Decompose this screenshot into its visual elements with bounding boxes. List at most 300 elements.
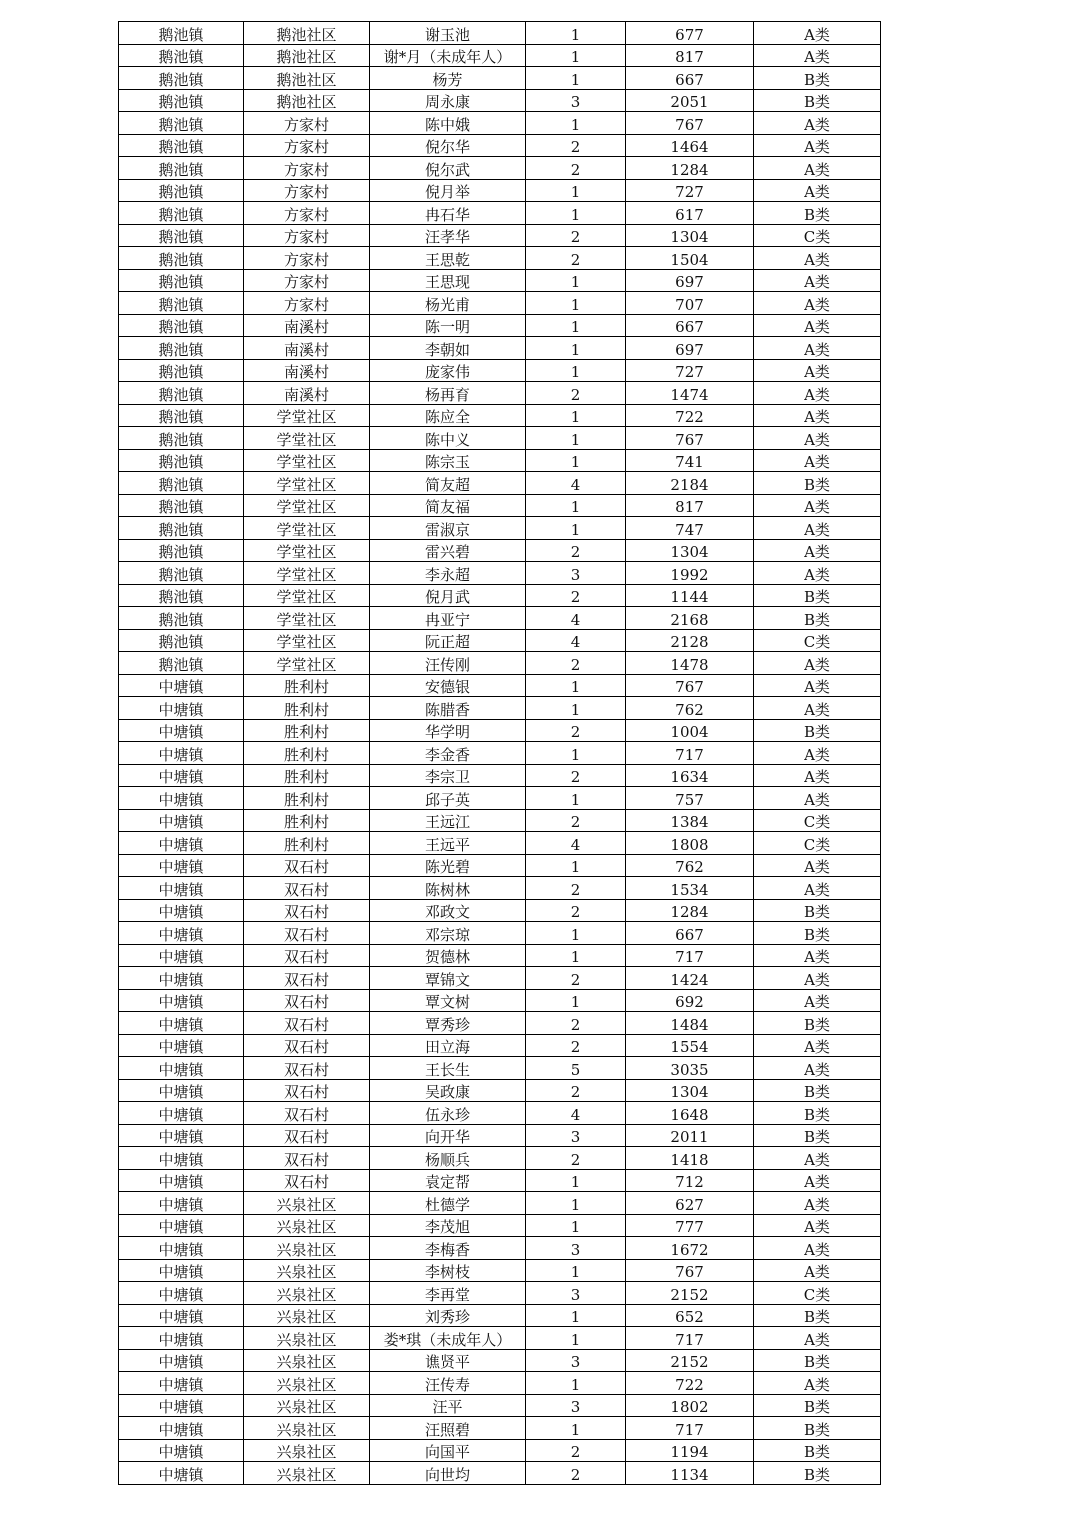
table-row (119, 292, 881, 315)
category-cell: A类 (754, 539, 881, 562)
count-cell: 2 (526, 134, 626, 157)
count-cell: 4 (526, 629, 626, 652)
amount-cell: 1484 (626, 1012, 754, 1035)
name-cell: 李朝如 (370, 337, 526, 360)
village-cell: 胜利村 (244, 674, 370, 697)
town-cell: 鹅池镇 (119, 607, 244, 630)
count-cell: 1 (526, 1192, 626, 1215)
amount-cell: 722 (626, 1372, 754, 1395)
table-row (119, 1079, 881, 1102)
category-cell: B类 (754, 1349, 881, 1372)
table-row (119, 1462, 881, 1485)
amount-cell: 717 (626, 1327, 754, 1350)
amount-cell: 1134 (626, 1462, 754, 1485)
table-row (119, 1192, 881, 1215)
table-row (119, 89, 881, 112)
town-cell: 中塘镇 (119, 1417, 244, 1440)
village-cell: 双石村 (244, 1169, 370, 1192)
amount-cell: 712 (626, 1169, 754, 1192)
town-cell: 中塘镇 (119, 1349, 244, 1372)
town-cell: 鹅池镇 (119, 112, 244, 135)
count-cell: 2 (526, 1034, 626, 1057)
table-row (119, 1124, 881, 1147)
category-cell: A类 (754, 292, 881, 315)
table-row (119, 584, 881, 607)
town-cell: 鹅池镇 (119, 292, 244, 315)
table-row (119, 1349, 881, 1372)
count-cell: 1 (526, 314, 626, 337)
name-cell: 李金香 (370, 742, 526, 765)
amount-cell: 667 (626, 67, 754, 90)
name-cell: 覃秀珍 (370, 1012, 526, 1035)
village-cell: 方家村 (244, 179, 370, 202)
town-cell: 鹅池镇 (119, 337, 244, 360)
amount-cell: 1554 (626, 1034, 754, 1057)
count-cell: 1 (526, 787, 626, 810)
table-row (119, 1327, 881, 1350)
town-cell: 中塘镇 (119, 922, 244, 945)
town-cell: 中塘镇 (119, 832, 244, 855)
count-cell: 2 (526, 809, 626, 832)
town-cell: 中塘镇 (119, 1282, 244, 1305)
count-cell: 2 (526, 1079, 626, 1102)
category-cell: B类 (754, 1012, 881, 1035)
amount-cell: 1648 (626, 1102, 754, 1125)
name-cell: 李再堂 (370, 1282, 526, 1305)
name-cell: 李梅香 (370, 1237, 526, 1260)
count-cell: 1 (526, 292, 626, 315)
name-cell: 汪平 (370, 1394, 526, 1417)
count-cell: 2 (526, 1012, 626, 1035)
amount-cell: 707 (626, 292, 754, 315)
town-cell: 中塘镇 (119, 1124, 244, 1147)
village-cell: 方家村 (244, 202, 370, 225)
category-cell: A类 (754, 449, 881, 472)
amount-cell: 692 (626, 989, 754, 1012)
amount-cell: 2152 (626, 1349, 754, 1372)
name-cell: 汪传寿 (370, 1372, 526, 1395)
name-cell: 谢玉池 (370, 22, 526, 45)
count-cell: 3 (526, 562, 626, 585)
table-row (119, 742, 881, 765)
table-row (119, 719, 881, 742)
town-cell: 中塘镇 (119, 1012, 244, 1035)
category-cell: A类 (754, 427, 881, 450)
count-cell: 1 (526, 944, 626, 967)
town-cell: 中塘镇 (119, 1439, 244, 1462)
amount-cell: 617 (626, 202, 754, 225)
category-cell: A类 (754, 179, 881, 202)
table-row (119, 787, 881, 810)
count-cell: 1 (526, 404, 626, 427)
category-cell: A类 (754, 1237, 881, 1260)
count-cell: 1 (526, 517, 626, 540)
category-cell: A类 (754, 359, 881, 382)
table-row (119, 629, 881, 652)
name-cell: 王长生 (370, 1057, 526, 1080)
village-cell: 方家村 (244, 224, 370, 247)
table-row (119, 539, 881, 562)
amount-cell: 2152 (626, 1282, 754, 1305)
name-cell: 雷兴碧 (370, 539, 526, 562)
category-cell: A类 (754, 404, 881, 427)
town-cell: 中塘镇 (119, 1372, 244, 1395)
amount-cell: 652 (626, 1304, 754, 1327)
town-cell: 鹅池镇 (119, 562, 244, 585)
table-row (119, 67, 881, 90)
count-cell: 4 (526, 472, 626, 495)
category-cell: B类 (754, 202, 881, 225)
table-row (119, 1034, 881, 1057)
amount-cell: 1534 (626, 877, 754, 900)
category-cell: B类 (754, 1304, 881, 1327)
village-cell: 胜利村 (244, 809, 370, 832)
category-cell: B类 (754, 719, 881, 742)
count-cell: 1 (526, 1169, 626, 1192)
town-cell: 中塘镇 (119, 697, 244, 720)
town-cell: 鹅池镇 (119, 67, 244, 90)
town-cell: 中塘镇 (119, 989, 244, 1012)
village-cell: 双石村 (244, 922, 370, 945)
table-row (119, 922, 881, 945)
name-cell: 李茂旭 (370, 1214, 526, 1237)
category-cell: A类 (754, 742, 881, 765)
amount-cell: 2184 (626, 472, 754, 495)
village-cell: 南溪村 (244, 382, 370, 405)
category-cell: C类 (754, 809, 881, 832)
amount-cell: 767 (626, 674, 754, 697)
village-cell: 学堂社区 (244, 404, 370, 427)
town-cell: 鹅池镇 (119, 89, 244, 112)
name-cell: 杜德学 (370, 1192, 526, 1215)
table-row (119, 809, 881, 832)
category-cell: A类 (754, 674, 881, 697)
amount-cell: 1474 (626, 382, 754, 405)
table-row (119, 337, 881, 360)
name-cell: 陈中娥 (370, 112, 526, 135)
village-cell: 方家村 (244, 157, 370, 180)
count-cell: 3 (526, 89, 626, 112)
amount-cell: 1418 (626, 1147, 754, 1170)
category-cell: A类 (754, 764, 881, 787)
amount-cell: 1802 (626, 1394, 754, 1417)
village-cell: 双石村 (244, 1079, 370, 1102)
category-cell: A类 (754, 697, 881, 720)
village-cell: 双石村 (244, 877, 370, 900)
table-row (119, 247, 881, 270)
count-cell: 1 (526, 337, 626, 360)
amount-cell: 2128 (626, 629, 754, 652)
name-cell: 冉石华 (370, 202, 526, 225)
table-row (119, 517, 881, 540)
village-cell: 南溪村 (244, 337, 370, 360)
village-cell: 兴泉社区 (244, 1237, 370, 1260)
town-cell: 中塘镇 (119, 1237, 244, 1260)
table-row (119, 1439, 881, 1462)
village-cell: 兴泉社区 (244, 1372, 370, 1395)
town-cell: 中塘镇 (119, 1394, 244, 1417)
category-cell: C类 (754, 1282, 881, 1305)
amount-cell: 1808 (626, 832, 754, 855)
village-cell: 兴泉社区 (244, 1304, 370, 1327)
village-cell: 学堂社区 (244, 607, 370, 630)
name-cell: 陈中义 (370, 427, 526, 450)
table-row (119, 1417, 881, 1440)
table-row (119, 404, 881, 427)
amount-cell: 1304 (626, 1079, 754, 1102)
category-cell: A类 (754, 44, 881, 67)
town-cell: 中塘镇 (119, 719, 244, 742)
category-cell: B类 (754, 1394, 881, 1417)
name-cell: 倪月武 (370, 584, 526, 607)
town-cell: 中塘镇 (119, 1102, 244, 1125)
category-cell: A类 (754, 1169, 881, 1192)
town-cell: 中塘镇 (119, 674, 244, 697)
name-cell: 陈应全 (370, 404, 526, 427)
count-cell: 2 (526, 652, 626, 675)
name-cell: 冉亚宁 (370, 607, 526, 630)
category-cell: A类 (754, 944, 881, 967)
town-cell: 中塘镇 (119, 809, 244, 832)
table-row (119, 359, 881, 382)
count-cell: 1 (526, 674, 626, 697)
name-cell: 杨再育 (370, 382, 526, 405)
village-cell: 学堂社区 (244, 472, 370, 495)
amount-cell: 667 (626, 314, 754, 337)
amount-cell: 1464 (626, 134, 754, 157)
table-row (119, 832, 881, 855)
count-cell: 2 (526, 247, 626, 270)
town-cell: 鹅池镇 (119, 44, 244, 67)
name-cell: 倪月举 (370, 179, 526, 202)
town-cell: 中塘镇 (119, 1327, 244, 1350)
name-cell: 王远江 (370, 809, 526, 832)
name-cell: 邱子英 (370, 787, 526, 810)
table-row (119, 1394, 881, 1417)
town-cell: 中塘镇 (119, 944, 244, 967)
amount-cell: 747 (626, 517, 754, 540)
category-cell: A类 (754, 1372, 881, 1395)
town-cell: 鹅池镇 (119, 269, 244, 292)
count-cell: 1 (526, 1417, 626, 1440)
town-cell: 中塘镇 (119, 1057, 244, 1080)
village-cell: 学堂社区 (244, 584, 370, 607)
category-cell: A类 (754, 269, 881, 292)
table-row (119, 382, 881, 405)
table-row (119, 607, 881, 630)
table-row (119, 112, 881, 135)
amount-cell: 817 (626, 494, 754, 517)
name-cell: 覃锦文 (370, 967, 526, 990)
amount-cell: 2168 (626, 607, 754, 630)
count-cell: 3 (526, 1349, 626, 1372)
count-cell: 2 (526, 967, 626, 990)
village-cell: 兴泉社区 (244, 1259, 370, 1282)
table-row (119, 314, 881, 337)
count-cell: 2 (526, 899, 626, 922)
category-cell: B类 (754, 67, 881, 90)
amount-cell: 1304 (626, 539, 754, 562)
name-cell: 向国平 (370, 1439, 526, 1462)
town-cell: 鹅池镇 (119, 404, 244, 427)
category-cell: A类 (754, 1259, 881, 1282)
village-cell: 鹅池社区 (244, 67, 370, 90)
category-cell: B类 (754, 89, 881, 112)
amount-cell: 727 (626, 359, 754, 382)
name-cell: 杨顺兵 (370, 1147, 526, 1170)
category-cell: B类 (754, 584, 881, 607)
village-cell: 兴泉社区 (244, 1394, 370, 1417)
village-cell: 学堂社区 (244, 652, 370, 675)
table-row (119, 1169, 881, 1192)
count-cell: 1 (526, 1214, 626, 1237)
amount-cell: 697 (626, 337, 754, 360)
table-row (119, 764, 881, 787)
amount-cell: 1284 (626, 899, 754, 922)
table-row (119, 427, 881, 450)
category-cell: A类 (754, 134, 881, 157)
category-cell: A类 (754, 337, 881, 360)
town-cell: 鹅池镇 (119, 179, 244, 202)
table-body (119, 22, 881, 1485)
count-cell: 2 (526, 764, 626, 787)
category-cell: B类 (754, 1079, 881, 1102)
category-cell: A类 (754, 854, 881, 877)
category-cell: B类 (754, 922, 881, 945)
town-cell: 鹅池镇 (119, 134, 244, 157)
table-row (119, 562, 881, 585)
count-cell: 5 (526, 1057, 626, 1080)
name-cell: 倪尔华 (370, 134, 526, 157)
count-cell: 2 (526, 224, 626, 247)
town-cell: 中塘镇 (119, 1214, 244, 1237)
table-row (119, 1304, 881, 1327)
name-cell: 周永康 (370, 89, 526, 112)
name-cell: 陈光碧 (370, 854, 526, 877)
amount-cell: 2051 (626, 89, 754, 112)
count-cell: 1 (526, 112, 626, 135)
town-cell: 中塘镇 (119, 854, 244, 877)
category-cell: A类 (754, 494, 881, 517)
table-row (119, 899, 881, 922)
table-row (119, 269, 881, 292)
name-cell: 邓宗琼 (370, 922, 526, 945)
name-cell: 李宗卫 (370, 764, 526, 787)
table-row (119, 944, 881, 967)
table-row (119, 224, 881, 247)
category-cell: C类 (754, 832, 881, 855)
amount-cell: 677 (626, 22, 754, 45)
village-cell: 鹅池社区 (244, 22, 370, 45)
town-cell: 中塘镇 (119, 1147, 244, 1170)
town-cell: 鹅池镇 (119, 224, 244, 247)
name-cell: 简友福 (370, 494, 526, 517)
village-cell: 兴泉社区 (244, 1192, 370, 1215)
count-cell: 1 (526, 1259, 626, 1282)
village-cell: 兴泉社区 (244, 1417, 370, 1440)
table-row (119, 697, 881, 720)
name-cell: 汪传刚 (370, 652, 526, 675)
table-row (119, 449, 881, 472)
count-cell: 4 (526, 607, 626, 630)
village-cell: 学堂社区 (244, 539, 370, 562)
name-cell: 谯贤平 (370, 1349, 526, 1372)
amount-cell: 627 (626, 1192, 754, 1215)
amount-cell: 1634 (626, 764, 754, 787)
name-cell: 安德银 (370, 674, 526, 697)
village-cell: 双石村 (244, 899, 370, 922)
count-cell: 1 (526, 449, 626, 472)
amount-cell: 722 (626, 404, 754, 427)
name-cell: 杨芳 (370, 67, 526, 90)
name-cell: 陈一明 (370, 314, 526, 337)
name-cell: 邓政文 (370, 899, 526, 922)
amount-cell: 2011 (626, 1124, 754, 1147)
table-row (119, 134, 881, 157)
table-row (119, 202, 881, 225)
name-cell: 简友超 (370, 472, 526, 495)
name-cell: 杨光甫 (370, 292, 526, 315)
count-cell: 3 (526, 1282, 626, 1305)
category-cell: A类 (754, 1327, 881, 1350)
count-cell: 1 (526, 427, 626, 450)
village-cell: 双石村 (244, 1124, 370, 1147)
town-cell: 中塘镇 (119, 787, 244, 810)
category-cell: B类 (754, 607, 881, 630)
amount-cell: 1424 (626, 967, 754, 990)
table-row (119, 1372, 881, 1395)
count-cell: 1 (526, 67, 626, 90)
amount-cell: 762 (626, 697, 754, 720)
village-cell: 学堂社区 (244, 494, 370, 517)
count-cell: 2 (526, 877, 626, 900)
amount-cell: 767 (626, 1259, 754, 1282)
name-cell: 李树枝 (370, 1259, 526, 1282)
name-cell: 向开华 (370, 1124, 526, 1147)
name-cell: 刘秀珍 (370, 1304, 526, 1327)
village-cell: 胜利村 (244, 742, 370, 765)
category-cell: A类 (754, 157, 881, 180)
name-cell: 伍永珍 (370, 1102, 526, 1125)
name-cell: 田立海 (370, 1034, 526, 1057)
name-cell: 陈宗玉 (370, 449, 526, 472)
village-cell: 双石村 (244, 1057, 370, 1080)
town-cell: 鹅池镇 (119, 494, 244, 517)
village-cell: 方家村 (244, 269, 370, 292)
village-cell: 鹅池社区 (244, 44, 370, 67)
amount-cell: 1478 (626, 652, 754, 675)
town-cell: 鹅池镇 (119, 472, 244, 495)
amount-cell: 757 (626, 787, 754, 810)
village-cell: 学堂社区 (244, 517, 370, 540)
count-cell: 1 (526, 44, 626, 67)
name-cell: 娄*琪（未成年人） (370, 1327, 526, 1350)
amount-cell: 1194 (626, 1439, 754, 1462)
table-row (119, 1102, 881, 1125)
category-cell: A类 (754, 247, 881, 270)
category-cell: A类 (754, 1214, 881, 1237)
count-cell: 1 (526, 922, 626, 945)
name-cell: 王思现 (370, 269, 526, 292)
amount-cell: 1672 (626, 1237, 754, 1260)
village-cell: 学堂社区 (244, 449, 370, 472)
town-cell: 中塘镇 (119, 1034, 244, 1057)
table-row (119, 967, 881, 990)
town-cell: 鹅池镇 (119, 359, 244, 382)
category-cell: A类 (754, 562, 881, 585)
town-cell: 鹅池镇 (119, 517, 244, 540)
town-cell: 鹅池镇 (119, 449, 244, 472)
